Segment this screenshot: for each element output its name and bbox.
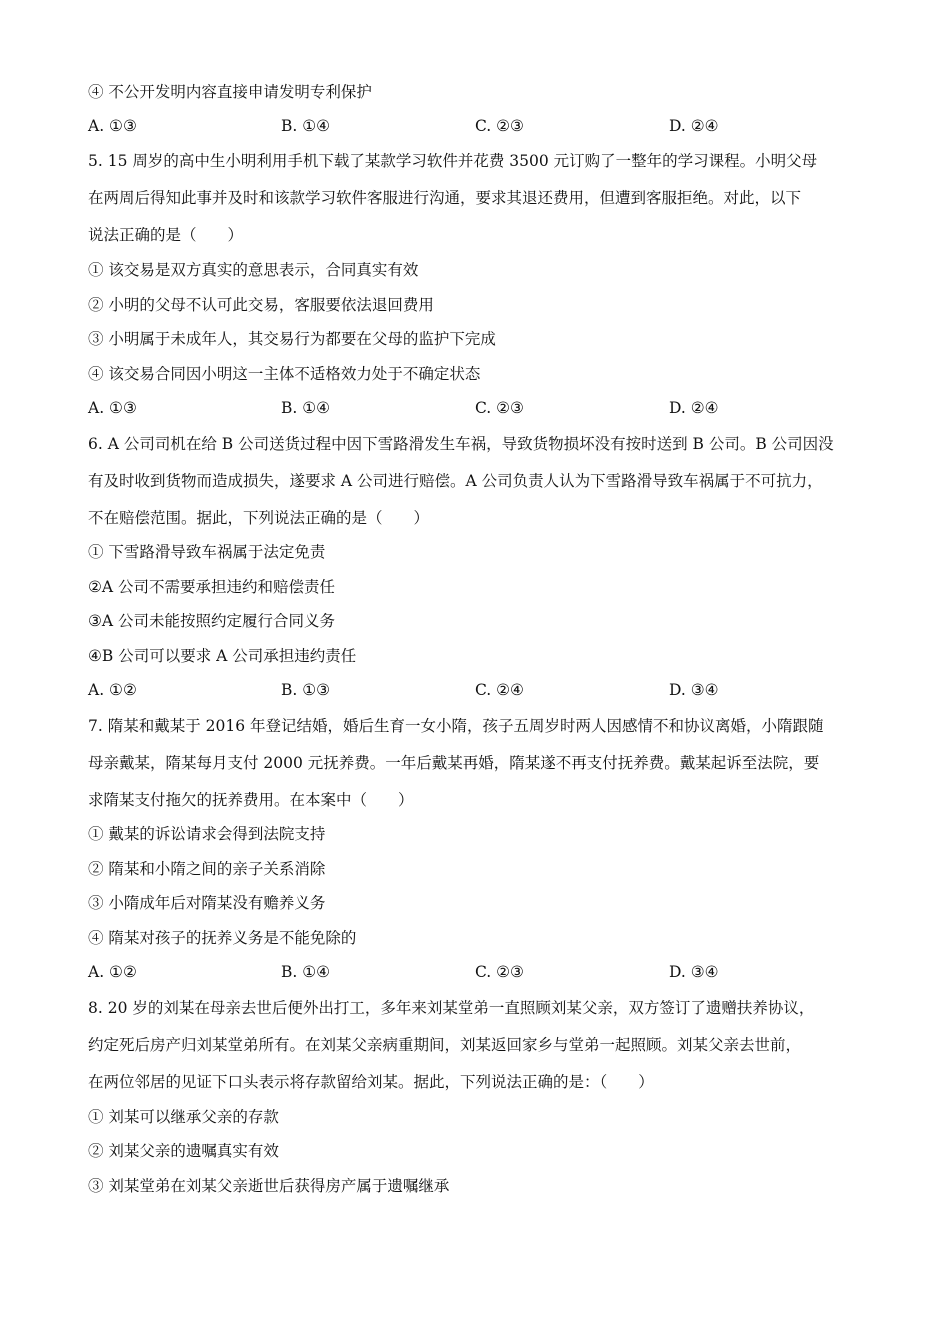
q6-item-1: ① 下雪路滑导致车祸属于法定免责 xyxy=(88,543,326,561)
q6-option-b: B. ①③ xyxy=(281,681,331,699)
q5-option-a: A. ①③ xyxy=(88,399,137,417)
q5-item-4: ④ 该交易合同因小明这一主体不适格效力处于不确定状态 xyxy=(88,365,481,383)
q4-option-c: C. ②③ xyxy=(475,117,524,135)
q6-stem-line-1: 6. A 公司司机在给 B 公司送货过程中因下雪路滑发生车祸，导致货物损坏没有按时送到 B 公司。B 公司因没 xyxy=(88,435,834,453)
q7-stem-line-1: 7. 隋某和戴某于 2016 年登记结婚，婚后生育一女小隋，孩子五周岁时两人因感情不和协议离婚，小隋跟随 xyxy=(88,717,824,735)
q7-item-2: ② 隋某和小隋之间的亲子关系消除 xyxy=(88,860,326,878)
q7-option-a: A. ①② xyxy=(88,963,137,981)
q5-stem-line-1: 5. 15 周岁的高中生小明利用手机下载了某款学习软件并花费 3500 元订购了一整年的学习课程。小明父母 xyxy=(88,152,818,170)
q6-options xyxy=(88,679,868,701)
q8-stem-line-3: 在两位邻居的见证下口头表示将存款留给刘某。据此，下列说法正确的是：（ ） xyxy=(88,1073,654,1091)
q6-option-c: C. ②④ xyxy=(475,681,524,699)
q8-stem-line-1: 8. 20 岁的刘某在母亲去世后便外出打工，多年来刘某堂弟一直照顾刘某父亲，双方签订了遗赠扶养协议， xyxy=(88,999,815,1017)
q7-item-3: ③ 小隋成年后对隋某没有赡养义务 xyxy=(88,894,326,912)
q6-stem-line-3: 不在赔偿范围。据此，下列说法正确的是（ ） xyxy=(88,509,430,527)
q6-stem-line-2: 有及时收到货物而造成损失，遂要求 A 公司进行赔偿。A 公司负责人认为下雪路滑导致车祸属于不可抗力， xyxy=(88,472,823,490)
q7-stem-line-2: 母亲戴某，隋某每月支付 2000 元抚养费。一年后戴某再婚，隋某遂不再支付抚养费。戴某起诉至法院，要 xyxy=(88,754,820,772)
q4-option-a: A. ①③ xyxy=(88,117,137,135)
q5-option-c: C. ②③ xyxy=(475,399,524,417)
q5-item-1: ① 该交易是双方真实的意思表示，合同真实有效 xyxy=(88,261,419,279)
q7-options xyxy=(88,961,868,983)
q5-option-b: B. ①④ xyxy=(281,399,331,417)
q6-option-a: A. ①② xyxy=(88,681,137,699)
q5-option-d: D. ②④ xyxy=(669,399,719,417)
q6-item-3: ③A 公司未能按照约定履行合同义务 xyxy=(88,612,336,630)
q7-option-b: B. ①④ xyxy=(281,963,331,981)
q8-item-2: ② 刘某父亲的遗嘱真实有效 xyxy=(88,1142,279,1160)
q6-item-2: ②A 公司不需要承担违约和赔偿责任 xyxy=(88,578,336,596)
q7-option-c: C. ②③ xyxy=(475,963,524,981)
q8-stem-line-2: 约定死后房产归刘某堂弟所有。在刘某父亲病重期间，刘某返回家乡与堂弟一起照顾。刘某父亲去世前， xyxy=(88,1036,802,1054)
q6-item-4: ④B 公司可以要求 A 公司承担违约责任 xyxy=(88,647,357,665)
q4-item-4: ④ 不公开发明内容直接申请发明专利保护 xyxy=(88,83,372,101)
q4-option-b: B. ①④ xyxy=(281,117,331,135)
q5-item-3: ③ 小明属于未成年人，其交易行为都要在父母的监护下完成 xyxy=(88,330,496,348)
q5-item-2: ② 小明的父母不认可此交易，客服要依法退回费用 xyxy=(88,296,434,314)
q5-stem-line-3: 说法正确的是（ ） xyxy=(88,226,244,244)
q7-stem-line-3: 求隋某支付拖欠的抚养费用。在本案中（ ） xyxy=(88,791,414,809)
q5-options xyxy=(88,397,868,419)
q4-options xyxy=(88,115,868,137)
q6-option-d: D. ③④ xyxy=(669,681,719,699)
q5-stem-line-2: 在两周后得知此事并及时和该款学习软件客服进行沟通，要求其退还费用，但遭到客服拒绝。对此，以下 xyxy=(88,189,802,207)
q8-item-1: ① 刘某可以继承父亲的存款 xyxy=(88,1108,279,1126)
q7-item-4: ④ 隋某对孩子的抚养义务是不能免除的 xyxy=(88,929,357,947)
q4-option-d: D. ②④ xyxy=(669,117,719,135)
q7-item-1: ① 戴某的诉讼请求会得到法院支持 xyxy=(88,825,326,843)
q8-item-3: ③ 刘某堂弟在刘某父亲逝世后获得房产属于遗嘱继承 xyxy=(88,1177,450,1195)
q7-option-d: D. ③④ xyxy=(669,963,719,981)
